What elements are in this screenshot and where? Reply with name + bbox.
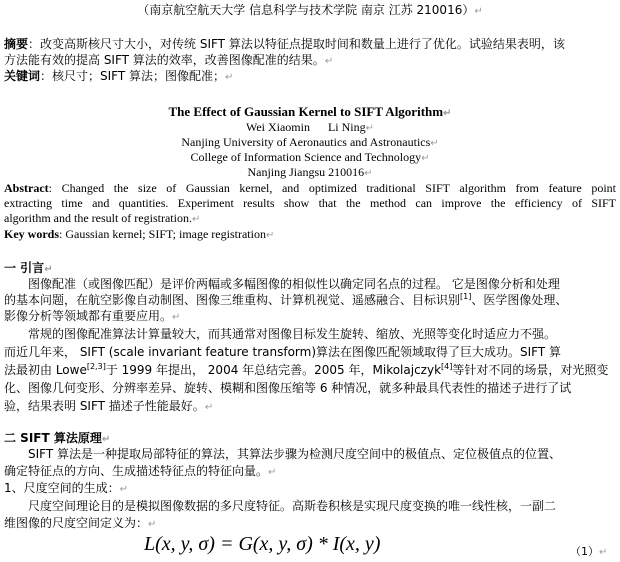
affiliation-en-1: Nanjing University of Aeronautics and Astronautics↵ <box>181 135 439 149</box>
abstract-cn-line-1: 摘要：改变高斯核尺寸大小，对传统 SIFT 算法以特征点提取时间和数量上进行了优化。试验结果表明，该 <box>4 37 565 51</box>
abstract-en-label: Abstract <box>4 181 49 195</box>
keywords-cn: 关键词：核尺寸；SIFT 算法；图像配准；↵ <box>4 69 234 83</box>
section-2-p1-line-2: 确定特征点的方向、生成描述特征点的特征向量。↵ <box>4 464 277 478</box>
abstract-en-line-3: algorithm and the result of registration.↵ <box>4 211 201 225</box>
affiliation-en-2: College of Information Science and Technology↵ <box>190 150 430 164</box>
keywords-en: Key words: Gaussian kernel; SIFT; image registration↵ <box>4 227 275 241</box>
section-1-p2-line-2: 而近几年来， SIFT (scale invariant feature transform)算法在图像匹配领域取得了巨大成功。SIFT 算 <box>4 345 562 359</box>
affiliation-en-3: Nanjing Jiangsu 210016↵ <box>247 165 373 179</box>
keywords-cn-label: 关键词 <box>4 69 41 83</box>
title-en: The Effect of Gaussian Kernel to SIFT Algorithm↵ <box>168 104 452 119</box>
section-1-p2-line-4: 化、图像几何变形、分辨率差异、旋转、模糊和图像压缩等 6 种情况，就多种最具代表性的描述子进行了试 <box>4 381 572 395</box>
section-1-p2-line-5: 验，结果表明 SIFT 描述子性能最好。↵ <box>4 399 214 413</box>
equation-1: L(x, y, σ) = G(x, y, σ) * I(x, y) <box>144 533 381 555</box>
keywords-en-label: Key words <box>4 227 59 241</box>
equation-number: （1）↵ <box>570 545 608 558</box>
citation-ref: [4] <box>441 362 453 371</box>
section-1-p1-line-3: 影像分析等领域都有重要应用。↵ <box>4 309 181 323</box>
affiliation-cn: （南京航空航天大学 信息科学与技术学院 南京 江苏 210016）↵ <box>137 3 483 17</box>
citation-ref: [2,3] <box>86 362 106 371</box>
abstract-cn-label: 摘要 <box>4 37 29 51</box>
section-1-p1-line-2: 的基本问题，在航空影像自动制图、图像三维重构、计算机视觉、遥感融合、目标识别[1]、医学图像处理、 <box>4 292 568 307</box>
section-1-p1-line-1: 图像配准（或图像匹配）是评价两幅或多幅图像的相似性以确定同名点的过程。 它是图像分析和处理 <box>28 277 560 291</box>
citation-ref: [1] <box>460 292 472 301</box>
section-2-p2-line-1: 尺度空间理论目的是模拟图像数据的多尺度特征。高斯卷积核是实现尺度变换的唯一线性核，一副二 <box>28 499 557 513</box>
section-2-p1-line-1: SIFT 算法是一种提取局部特征的算法，其算法步骤为检测尺度空间中的极值点、定位极值点的位置、 <box>28 447 561 461</box>
section-1-p2-line-3: 法最初由 Lowe[2,3]于 1999 年提出， 2004 年总结完善。2005 年，Mikolajczyk[4]等针对不同的场景，对光照变 <box>4 362 609 377</box>
abstract-en-line-1: Abstract: Changed the size of Gaussian kernel, and optimized traditional SIFT algorithm from feature point <box>4 181 616 195</box>
section-1-heading: 一 引言↵ <box>4 261 53 275</box>
abstract-cn-line-2: 方法能有效的提高 SIFT 算法的效率，改善图像配准的结果。↵ <box>4 53 334 67</box>
authors-en: Wei Xiaomin Li Ning↵ <box>245 120 375 134</box>
section-2-p2-line-2: 维图像的尺度空间定义为：↵ <box>4 516 157 530</box>
section-1-p2-line-1: 常规的图像配准算法计算量较大，而其通常对图像目标发生旋转、缩放、光照等变化时适应力不强。 <box>28 327 557 341</box>
section-2-heading: 二 SIFT 算法原理↵ <box>4 431 111 445</box>
paragraph-mark: ↵ <box>474 6 483 17</box>
abstract-en-line-2: extracting time and quantities. Experiment results show that the method can improve the efficiency of SIFT <box>4 196 616 210</box>
section-2-subheading-1: 1、尺度空间的生成：↵ <box>4 481 129 495</box>
